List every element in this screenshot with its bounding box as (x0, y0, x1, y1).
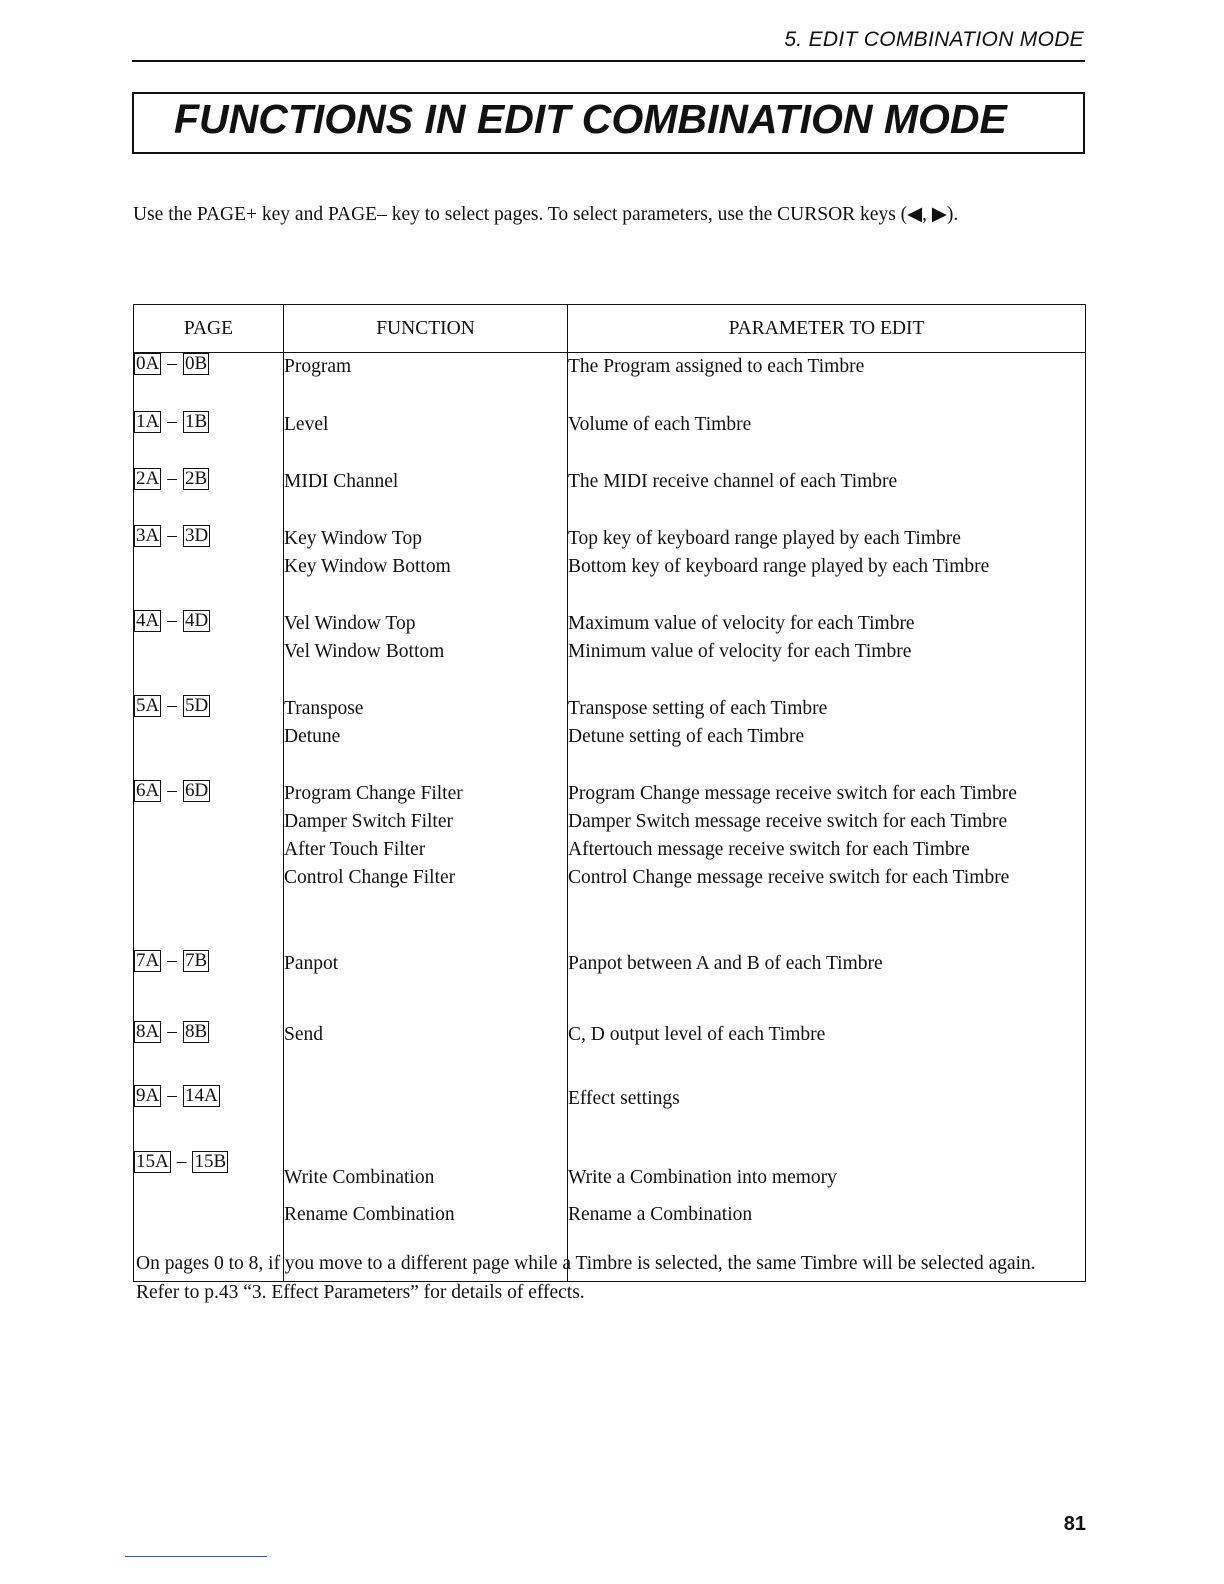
parameter-description: Top key of keyboard range played by each Timbre (568, 527, 961, 549)
parameter-description: Damper Switch message receive switch for each Timbre (568, 810, 1008, 832)
page-key-from: 7A (136, 949, 160, 971)
page-key-to: 0B (184, 353, 208, 374)
parameter-description: Transpose setting of each Timbre (568, 697, 828, 719)
page-key-to: 15B (194, 1150, 227, 1172)
page-range-cell (134, 695, 284, 780)
parameter-cell (568, 1085, 1086, 1151)
page-key-to: 8B (184, 1020, 208, 1042)
parameter-cell (568, 950, 1086, 1021)
header-rule (132, 60, 1085, 62)
function-name: After Touch Filter (284, 838, 426, 860)
table-row (134, 610, 1086, 695)
function-cell (284, 1021, 568, 1085)
function-name: Transpose (284, 697, 364, 719)
range-dash: – (167, 609, 177, 631)
function-name: Damper Switch Filter (284, 810, 453, 832)
page-key-from: 3A (136, 524, 160, 546)
page-range-cell (134, 1021, 284, 1085)
page-range-cell (134, 950, 284, 1021)
table-row (134, 695, 1086, 780)
header-function: FUNCTION (284, 305, 568, 353)
page-range-cell (134, 780, 284, 950)
parameter-description: Effect settings (568, 1087, 680, 1109)
function-cell (284, 950, 568, 1021)
page-key-to: 3D (184, 524, 209, 546)
function-cell (284, 610, 568, 695)
table-row (134, 411, 1086, 468)
page-key-from: 15A (136, 1150, 169, 1172)
function-cell (284, 468, 568, 525)
function-name: Key Window Top (284, 527, 422, 549)
parameter-cell (568, 780, 1086, 950)
note-timbre: On pages 0 to 8, if you move to a different page while a Timbre is selected, the same Timbre will be selected again. (136, 1253, 1036, 1274)
table-row (134, 468, 1086, 525)
function-name: MIDI Channel (284, 470, 399, 492)
header-parameter: PARAMETER TO EDIT (568, 305, 1086, 353)
parameter-description: Maximum value of velocity for each Timbre (568, 612, 915, 634)
table-row (134, 525, 1086, 610)
function-name: Send (284, 1023, 323, 1045)
function-cell (284, 695, 568, 780)
page-range-cell (134, 353, 284, 411)
parameter-cell (568, 468, 1086, 525)
page-key-to: 6D (184, 779, 209, 801)
page-key-from: 6A (136, 779, 160, 801)
page-key-from: 4A (136, 609, 160, 631)
parameter-description: Detune setting of each Timbre (568, 725, 805, 747)
page-key-to: 5D (184, 694, 209, 716)
page-range-cell (134, 468, 284, 525)
page-range-cell (134, 525, 284, 610)
parameter-cell (568, 695, 1086, 780)
page-key-from: 9A (136, 1084, 160, 1106)
function-name: Control Change Filter (284, 866, 456, 888)
page-range-cell (134, 1085, 284, 1151)
parameter-description: Write a Combination into memory (568, 1166, 837, 1188)
functions-table (133, 304, 1086, 1282)
parameter-description: C, D output level of each Timbre (568, 1023, 826, 1045)
function-name: Level (284, 413, 329, 435)
range-dash: – (167, 410, 177, 432)
function-name: Vel Window Top (284, 612, 416, 634)
footer-rule (125, 1556, 267, 1557)
page-key-to: 7B (184, 949, 208, 971)
parameter-cell (568, 1021, 1086, 1085)
range-dash: – (167, 467, 177, 489)
function-name: Rename Combination (284, 1203, 455, 1225)
function-cell (284, 1085, 568, 1151)
parameter-description: Minimum value of velocity for each Timbre (568, 640, 912, 662)
title-box (132, 92, 1085, 154)
page-key-from: 1A (136, 410, 160, 432)
parameter-description: Bottom key of keyboard range played by each Timbre (568, 555, 990, 577)
table-row (134, 780, 1086, 950)
page-key-from: 0A (136, 353, 160, 374)
parameter-description: Control Change message receive switch for each Timbre (568, 866, 1010, 888)
parameter-description: Panpot between A and B of each Timbre (568, 952, 883, 974)
page-range-cell (134, 411, 284, 468)
intro-text: Use the PAGE+ key and PAGE– key to select pages. To select parameters, use the CURSOR keys (◀, ▶). (133, 204, 959, 225)
table-row (134, 353, 1086, 411)
page-key-to: 1B (184, 410, 208, 432)
page-key-from: 5A (136, 694, 160, 716)
parameter-description: The MIDI receive channel of each Timbre (568, 470, 898, 492)
page-key-from: 8A (136, 1020, 160, 1042)
parameter-description: The Program assigned to each Timbre (568, 356, 865, 377)
range-dash: – (167, 949, 177, 971)
table-row (134, 1021, 1086, 1085)
page-key-to: 4D (184, 609, 209, 631)
parameter-cell (568, 525, 1086, 610)
function-name: Detune (284, 725, 341, 747)
parameter-cell (568, 353, 1086, 411)
function-name: Program (284, 356, 352, 377)
range-dash: – (167, 1020, 177, 1042)
parameter-description: Program Change message receive switch for each Timbre (568, 782, 1017, 804)
page-key-to: 2B (184, 467, 208, 489)
page-range-cell (134, 610, 284, 695)
function-name: Key Window Bottom (284, 555, 451, 577)
parameter-cell (568, 610, 1086, 695)
function-cell (284, 353, 568, 411)
note-effects: Refer to p.43 “3. Effect Parameters” for details of effects. (136, 1282, 585, 1303)
running-head: 5. EDIT COMBINATION MODE (784, 28, 1084, 51)
range-dash: – (167, 353, 177, 374)
range-dash: – (176, 1150, 187, 1172)
range-dash: – (167, 779, 177, 801)
function-name: Vel Window Bottom (284, 640, 445, 662)
function-cell (284, 780, 568, 950)
page-number: 81 (1063, 1513, 1086, 1535)
table-header-row (134, 305, 1086, 353)
function-name: Write Combination (284, 1166, 435, 1188)
table-row (134, 950, 1086, 1021)
page-key-from: 2A (136, 467, 160, 489)
range-dash: – (167, 694, 177, 716)
function-cell (284, 411, 568, 468)
page-key-to: 14A (184, 1084, 218, 1106)
parameter-description: Rename a Combination (568, 1203, 753, 1225)
table-row (134, 1085, 1086, 1151)
range-dash: – (167, 524, 177, 546)
parameter-description: Volume of each Timbre (568, 413, 752, 435)
table-body (134, 353, 1086, 1282)
page-title: FUNCTIONS IN EDIT COMBINATION MODE (174, 96, 1007, 142)
function-cell (284, 525, 568, 610)
parameter-cell (568, 411, 1086, 468)
function-name: Panpot (284, 952, 339, 974)
function-name: Program Change Filter (284, 782, 463, 804)
parameter-description: Aftertouch message receive switch for each Timbre (568, 838, 970, 860)
range-dash: – (167, 1084, 177, 1106)
header-page: PAGE (134, 305, 284, 353)
